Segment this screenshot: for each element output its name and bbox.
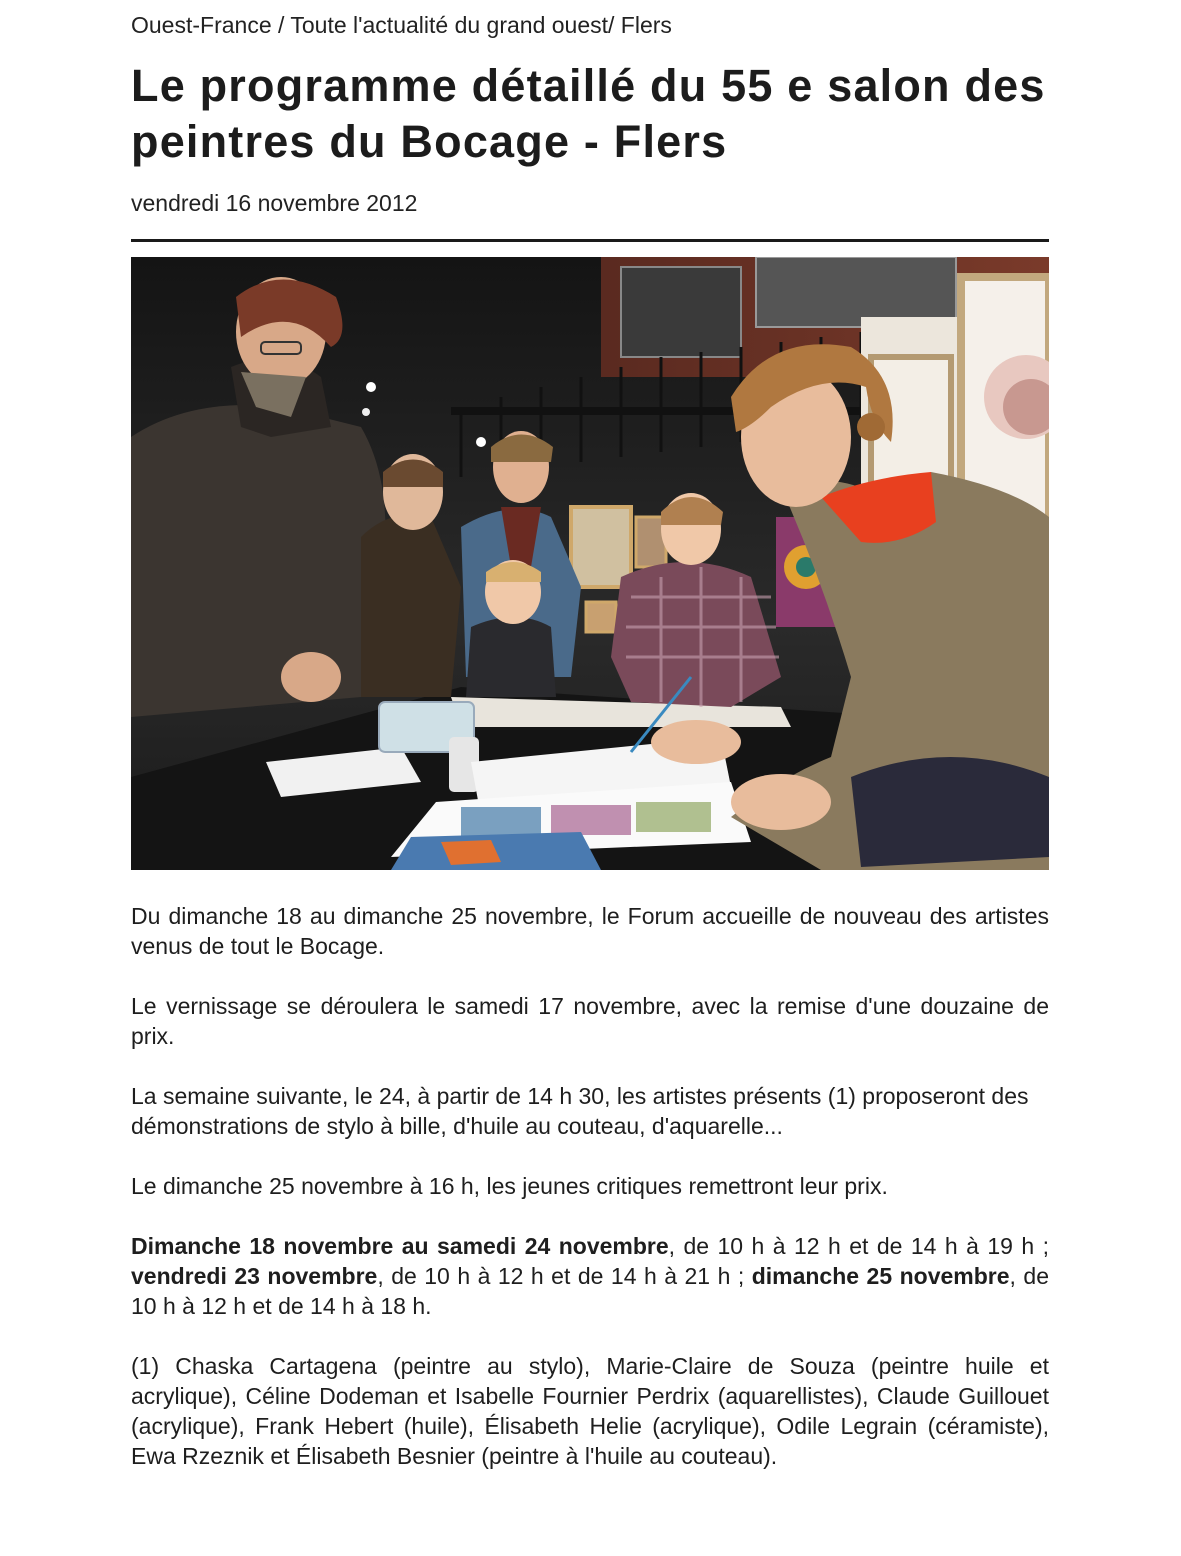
schedule-hours-2: , de 10 h à 12 h et de 14 h à 21 h ;	[377, 1263, 752, 1289]
breadcrumb: Ouest-France / Toute l'actualité du grand ouest/ Flers	[131, 12, 672, 38]
paragraph-young-critics: Le dimanche 25 novembre à 16 h, les jeunes critiques remettront leur prix.	[131, 1173, 888, 1199]
schedule-day-1: Dimanche 18 novembre au samedi 24 novembre	[131, 1233, 669, 1259]
article-title: Le programme détaillé du 55 e salon des peintres du Bocage - Flers	[131, 60, 1046, 167]
article-photo	[131, 257, 1049, 870]
schedule-day-2: vendredi 23 novembre	[131, 1263, 378, 1289]
article-body	[131, 901, 1049, 1501]
paragraph-demonstrations: La semaine suivante, le 24, à partir de 14 h 30, les artistes présents (1) proposeront des démonstrations de stylo à bille, d'huile au couteau, d'aquarelle...	[131, 1083, 1029, 1139]
paragraph-vernissage: Le vernissage se déroulera le samedi 17 novembre, avec la remise d'une douzaine de prix.	[131, 993, 1049, 1049]
publication-date: vendredi 16 novembre 2012	[131, 190, 418, 216]
paragraph-schedule	[131, 1231, 1049, 1321]
schedule-hours-1: , de 10 h à 12 h et de 14 h à 19 h ;	[668, 1233, 1049, 1259]
header-divider	[131, 239, 1049, 242]
paragraph-dates: Du dimanche 18 au dimanche 25 novembre, le Forum accueille de nouveau des artistes venus de tout le Bocage.	[131, 903, 1049, 959]
schedule-hours-3: , de 10 h à 12 h et de 14 h à 18 h.	[131, 1263, 1049, 1319]
paragraph-artists-footnote: (1) Chaska Cartagena (peintre au stylo), Marie-Claire de Souza (peintre huile et acrylique), Céline Dodeman et Isabelle Fournier Perdrix (aquarellistes), Claude Guillouet (acrylique), Frank Hebert (huile), Élisabeth Helie (acrylique), Odile Legrain (céramiste), Ewa Rzeznik et Élisabeth Besnier (peintre à l'huile au couteau).	[131, 1353, 1049, 1469]
schedule-day-3: dimanche 25 novembre	[751, 1263, 1010, 1289]
